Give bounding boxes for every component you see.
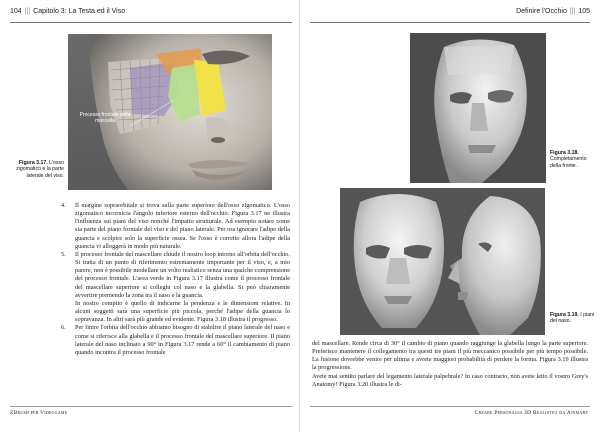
figure-3-19-caption — [550, 312, 596, 325]
chapter-title: Capitolo 3: La Testa ed il Viso — [33, 8, 126, 15]
paragraph — [61, 202, 290, 251]
caption-text: Completamento della fronte. — [550, 156, 587, 169]
caption-text: I piani del naso. — [550, 312, 595, 325]
figure-3-18-caption — [550, 150, 596, 169]
paragraph: Avete mai sentito parlare del legamento laterale palpebrale? In caso contrario, non avete letto il vostro Grey's Anatomy! Figura 3.20 illustra le di- — [312, 372, 588, 388]
figure-3-18 — [410, 33, 546, 183]
paragraph-number: 4. — [61, 202, 66, 209]
running-head-left — [10, 8, 125, 15]
paragraph-number: 6. — [61, 324, 66, 332]
caption-label: Figura 3.17. — [18, 160, 48, 166]
right-page — [300, 0, 600, 432]
page-number: 104 — [10, 8, 22, 15]
paragraph — [61, 324, 290, 357]
caption-label: Figura 3.19. — [550, 312, 579, 318]
section-title: Definire l'Occhio — [516, 8, 567, 15]
running-foot-left: ZBrush per Videogame — [10, 410, 68, 416]
paragraph-text: Per finire l'orbita dell'occhio abbiamo bisogno di stabilire il piano laterale del naso e come si riferisce alla glabella e il processo frontale del mascellare superiore. Il piano laterale del naso inclinato a 90° in Figura 3.17 rende a 60° il cambiamento di piano quando incontra il processo frontale — [75, 324, 290, 356]
footer-rule — [10, 406, 292, 407]
figure-callout-label: Processo frontale della mascella — [79, 112, 131, 124]
right-body-text — [312, 340, 588, 389]
paragraph-number: 5. — [61, 250, 66, 258]
page-number: 105 — [578, 8, 590, 15]
paragraph: del mascellare. Rende circa di 30° il cambio di piano quando raggiunge la glabella lungo la parte superiore. Preferisco mantenere il collegamento tra questi tre piani il più meccanico possibile per più tempo possibile. La fusione dovrebbe venire per ultima e avrete maggiori probabilità di perdere la forma. Figura 3.19 illustra la progressione. — [312, 340, 588, 372]
caption-label: Figura 3.18. — [550, 150, 579, 156]
figure-3-17-caption — [10, 160, 64, 179]
header-separator: ||| — [569, 8, 576, 15]
header-rule — [310, 22, 590, 23]
running-head-right — [516, 8, 590, 15]
caption-text: L'osso zigomatico e la parte laterale del viso. — [16, 160, 64, 179]
paragraph-text: In nostro compito è quello di indicarne la pendenza e le dimensioni relative. In alcuni soggetti sarà una superficie più piccola, perché l'adipe della guancia lo sopravanza. In altri sarà più grande ed evidente. Figura 3.18 illustra il progresso. — [75, 299, 290, 324]
footer-rule — [310, 406, 590, 407]
paragraph-text: Il processo frontale del mascellare chiude il nostro loop intorno all'orbita dell'occhio. Si tratta di un punto di riferimento estremamente importante per il viso, e, a mio parere, non è possibile modellare un volto realistico senza una qualche comprensione del processo frontale. L'area verde in Figura 3.17 illustra come il processo frontale del mascellare superiore si colleghi col naso e la glabella. Si può chiaramente avvertire premendo la zona tra il naso e la guancia. — [75, 250, 290, 299]
figure-3-17 — [68, 34, 272, 190]
paragraph-text: Il margine sopraorbitale si trova sulla parte superiore dell'osso zigomatico. L'osso zigomatico incornicia l'angolo inferiore esterno dell'occhio. Figura 3.17 ne illustra l'influenza sui piani del viso nonché l'impatto strutturale. Ad esempio notare come sia parte del piano frontale del viso e del piano laterale. Per ora ignorare l'adipe della guancia e scolpire solo la superficie ossea. Se l'osso è corretto allora l'adipe della guancia vi alloggerà in modo più naturale. — [75, 202, 290, 250]
head-blockout-front-image — [410, 33, 546, 183]
running-foot-right: Creare Personaggi 3D Realistici da Animare — [474, 410, 588, 416]
paragraph — [61, 250, 290, 300]
header-rule — [10, 22, 292, 23]
head-nose-planes-image — [340, 188, 545, 335]
figure-3-19 — [340, 188, 545, 335]
header-separator: ||| — [24, 8, 31, 15]
paragraph — [68, 300, 290, 324]
left-body-text — [61, 202, 290, 357]
